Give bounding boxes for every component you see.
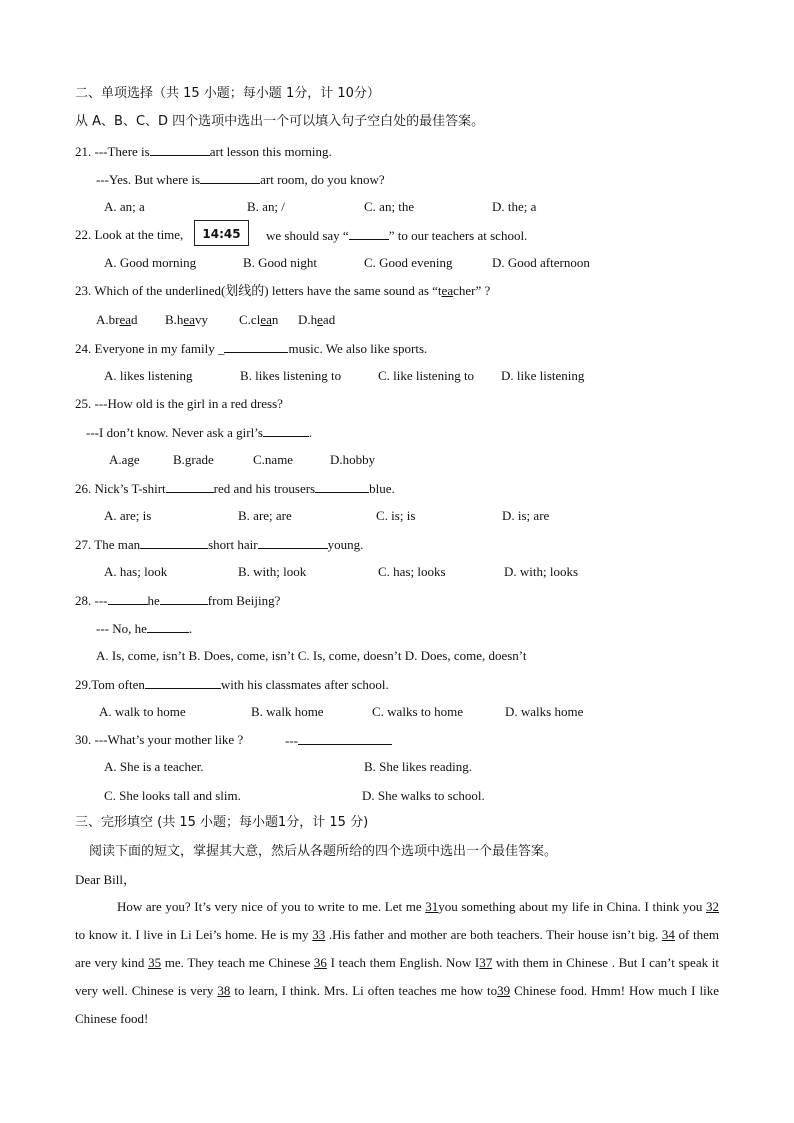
q28-blank-3 — [147, 620, 189, 633]
q23-a-underlined: ea — [119, 312, 132, 327]
letter-text: I teach them English. Now I — [326, 955, 480, 970]
q24-blank — [224, 340, 288, 353]
q21-blank-2 — [200, 171, 260, 184]
blank-33: 33 — [312, 927, 326, 942]
blank-38: 38 — [217, 983, 231, 998]
q29-option-a: A. walk to home — [99, 704, 186, 719]
q28-text: 28. --- — [75, 593, 108, 608]
letter-text: me. They teach me Chinese — [161, 955, 314, 970]
q21-blank-1 — [150, 143, 210, 156]
q30-text: --- — [285, 733, 298, 748]
letter-body — [75, 893, 719, 1033]
blank-32: 32 — [706, 899, 719, 914]
q24-option-b: B. likes listening to — [240, 368, 342, 383]
q23-c-pre: C.cl — [239, 312, 261, 327]
blank-39: 39 — [497, 983, 511, 998]
q23-option-a — [96, 312, 138, 328]
q25-blank — [263, 424, 309, 437]
q21-option-c: C. an; the — [364, 199, 415, 214]
letter-text: to know it. I live in Li Lei’s home. He is my — [75, 927, 313, 942]
q26-text: red and his trousers — [213, 481, 316, 496]
q22-text: we should say “ — [266, 228, 349, 243]
q25-text: . — [308, 425, 313, 440]
section-3-title: 三、完形填空 (共 15 小题；每小题1分，计 15 分) — [75, 815, 369, 830]
letter-text: How are you? It’s very nice of you to write to me. Let me — [117, 899, 426, 914]
q23-c-underlined: ea — [260, 312, 272, 327]
clock-time-box: 14:45 — [194, 220, 249, 246]
section-2-instruction: 从 A、B、C、D 四个选项中选出一个可以填入句子空白处的最佳答案。 — [75, 114, 485, 129]
q23-text: cher” ? — [453, 283, 491, 298]
q24-option-c: C. like listening to — [378, 368, 475, 383]
q22-option-d: D. Good afternoon — [492, 255, 590, 270]
blank-34: 34 — [661, 927, 675, 942]
q30-option-c: C. She looks tall and slim. — [104, 788, 241, 803]
q21-option-b: B. an; / — [247, 199, 285, 214]
q30-option-d: D. She walks to school. — [362, 788, 485, 803]
q27-text: 27. The man — [75, 537, 141, 552]
q24-option-d: D. like listening — [501, 368, 585, 383]
q28-text: he — [147, 593, 160, 608]
q22-option-a: A. Good morning — [104, 255, 197, 270]
q30-blank — [298, 732, 392, 745]
q26-blank-1 — [166, 480, 214, 493]
q27-blank-1 — [140, 536, 208, 549]
q30-stem-b — [285, 732, 392, 749]
q27-option-c: C. has; looks — [378, 564, 446, 579]
q30-option-a: A. She is a teacher. — [104, 759, 204, 774]
q23-a-pre: A.br — [96, 312, 120, 327]
q26-text: blue. — [369, 481, 395, 496]
q24-option-a: A. likes listening — [104, 368, 193, 383]
q26-stem — [75, 480, 395, 497]
q28-line-2 — [96, 620, 192, 637]
q26-option-c: C. is; is — [376, 508, 416, 523]
q23-d-post: ad — [322, 312, 336, 327]
q23-underlined: ea — [441, 283, 454, 298]
q22-option-b: B. Good night — [243, 255, 318, 270]
blank-36: 36 — [313, 955, 327, 970]
q29-text: 29.Tom often — [75, 677, 145, 692]
q25-option-d: D.hobby — [330, 452, 376, 467]
question-21-line-1 — [75, 143, 332, 160]
q23-text: 23. Which of the underlined(划线的) letters have the same sound as “t — [75, 283, 442, 298]
q29-option-d: D. walks home — [505, 704, 584, 719]
q28-blank-1 — [108, 592, 148, 605]
q28-text: . — [188, 621, 193, 636]
q27-text: short hair — [208, 537, 258, 552]
q21-text: ---Yes. But where is — [96, 172, 201, 187]
q21-option-d: D. the; a — [492, 199, 537, 214]
blank-31: 31 — [425, 899, 439, 914]
q22-stem-a: 22. Look at the time, — [75, 227, 184, 242]
q27-text: young. — [327, 537, 364, 552]
q23-b-post: vy — [194, 312, 208, 327]
q23-b-pre: B.h — [165, 312, 184, 327]
q28-blank-2 — [160, 592, 208, 605]
q23-c-post: n — [271, 312, 279, 327]
q29-stem — [75, 676, 389, 693]
q26-text: 26. Nick’s T-shirt — [75, 481, 166, 496]
q28-text: from Beijing? — [207, 593, 281, 608]
letter-text: .His father and mother are both teachers. Their house isn’t big. — [325, 927, 662, 942]
blank-35: 35 — [148, 955, 162, 970]
q25-option-b: B.grade — [173, 452, 214, 467]
letter-text: of them are very kind — [75, 927, 719, 970]
q23-d-pre: D.h — [298, 312, 318, 327]
q23-b-underlined: ea — [183, 312, 195, 327]
q25-option-c: C.name — [253, 452, 294, 467]
q27-stem — [75, 536, 363, 553]
letter-text: Chinese food. Hmm! How much I like Chinese food! — [75, 983, 719, 1026]
letter-greeting: Dear Bill， — [75, 872, 137, 887]
letter-text: with them in Chinese . But I can’t speak it very well. Chinese is very — [75, 955, 719, 998]
section-2-title: 二、单项选择（共 15 小题；每小题 1分，计 10分） — [75, 86, 380, 101]
q29-option-b: B. walk home — [251, 704, 324, 719]
q23-option-b — [165, 312, 208, 328]
q23-option-c — [239, 312, 278, 328]
q21-text: 21. ---There is — [75, 144, 150, 159]
q28-options: A. Is, come, isn’t B. Does, come, isn’t C. Is, come, doesn’t D. Does, come, doesn’t — [96, 648, 527, 663]
q21-text: art room, do you know? — [260, 172, 385, 187]
q21-option-a: A. an; a — [104, 199, 145, 214]
blank-37: 37 — [479, 955, 493, 970]
q27-option-b: B. with; look — [238, 564, 307, 579]
q23-stem — [75, 283, 490, 299]
letter-text: you something about my life in China. I think you — [438, 899, 706, 914]
q25-text: ---I don’t know. Never ask a girl’s — [86, 425, 263, 440]
q29-blank — [145, 676, 221, 689]
q26-option-d: D. is; are — [502, 508, 550, 523]
q23-a-post: d — [131, 312, 138, 327]
q24-text: 24. Everyone in my family _ — [75, 341, 225, 356]
section-3-instruction: 阅读下面的短文，掌握其大意，然后从各题所给的四个选项中选出一个最佳答案。 — [89, 844, 558, 859]
q22-stem-b — [266, 227, 527, 244]
q30-option-b: B. She likes reading. — [364, 759, 472, 774]
q25-line-2 — [86, 424, 312, 441]
q22-text: ” to our teachers at school. — [388, 228, 528, 243]
q29-text: with his classmates after school. — [220, 677, 389, 692]
letter-text: to learn, I think. Mrs. Li often teaches me how to — [230, 983, 498, 998]
q22-blank — [349, 227, 389, 240]
q25-line-1: 25. ---How old is the girl in a red dress? — [75, 396, 283, 411]
q30-stem-a: 30. ---What’s your mother like ? — [75, 732, 244, 747]
q21-text: art lesson this morning. — [209, 144, 332, 159]
q25-option-a: A.age — [109, 452, 140, 467]
q28-text: --- No, he — [96, 621, 147, 636]
q24-text: music. We also like sports. — [288, 341, 428, 356]
q24-stem — [75, 340, 427, 357]
q23-option-d — [298, 312, 335, 328]
q28-stem — [75, 592, 280, 609]
q27-option-d: D. with; looks — [504, 564, 579, 579]
q26-blank-2 — [315, 480, 369, 493]
question-21-line-2 — [96, 171, 385, 188]
q23-d-underlined: e — [317, 312, 323, 327]
q27-option-a: A. has; look — [104, 564, 168, 579]
q27-blank-2 — [258, 536, 328, 549]
q22-option-c: C. Good evening — [364, 255, 453, 270]
q29-option-c: C. walks to home — [372, 704, 463, 719]
q26-option-a: A. are; is — [104, 508, 152, 523]
q26-option-b: B. are; are — [238, 508, 292, 523]
